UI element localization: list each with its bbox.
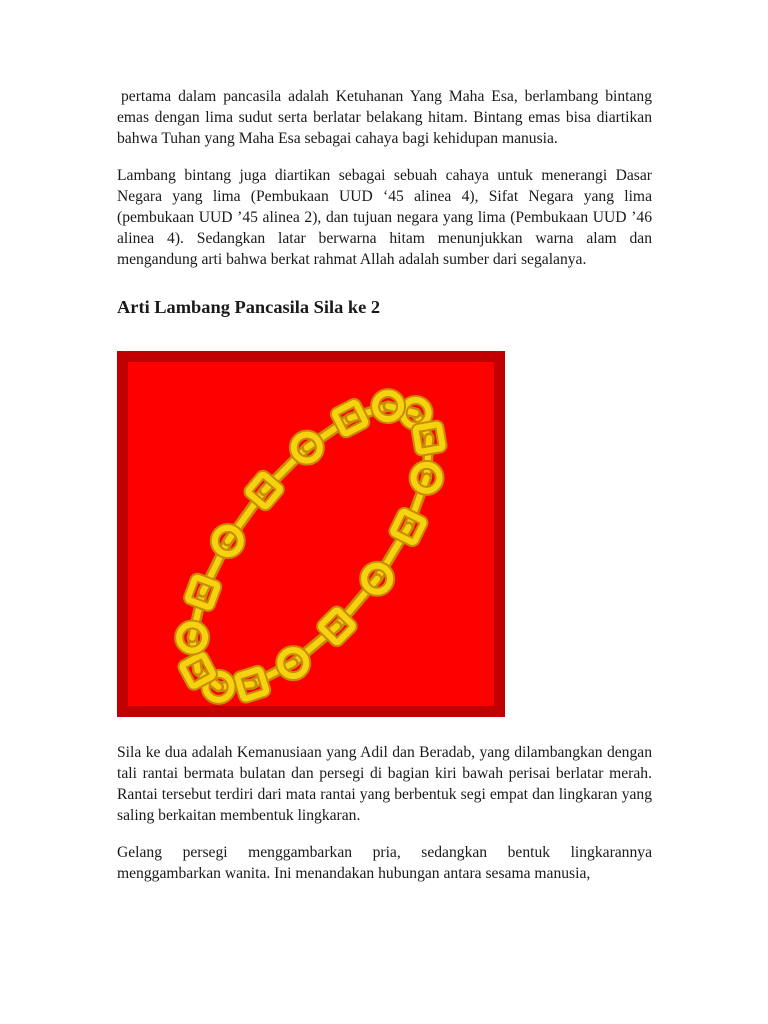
chain-emblem-icon [117,351,505,717]
section-heading: Arti Lambang Pancasila Sila ke 2 [117,297,381,317]
paragraph-sila-2-description: Sila ke dua adalah Kemanusiaan yang Adil dan Beradab, yang dilambangkan dengan tali rantai bermata bulatan dan persegi di bagian kiri bawah perisai berlatar merah. Rantai tersebut terdiri dari mata rantai yang berbentuk segi empat dan lingkaran yang saling berkaitan membentuk lingkaran. [117,744,652,824]
chain-emblem-figure [117,351,505,717]
document-page [117,86,652,884]
chain-connector-inner [427,438,430,478]
paragraph-bintang-meaning: Lambang bintang juga diartikan sebagai sebuah cahaya untuk menerangi Dasar Negara yang lima (Pembukaan UUD ‘45 alinea 4), Sifat Negara yang lima (pembukaan UUD ’45 alinea 2), dan tujuan negara yang lima (Pembukaan UUD ’46 alinea 4). Sedangkan latar berwarna hitam menunjukkan warna alam dan mengandung arti bahwa berkat rahmat Allah adalah sumber dari segalanya. [117,167,652,268]
paragraph-sila-1-intro: pertama dalam pancasila adalah Ketuhanan Yang Maha Esa, berlambang bintang emas dengan lima sudut serta berlatar belakang hitam. Bintang emas bisa diartikan bahwa Tuhan yang Maha Esa sebagai cahaya bagi kehidupan manusia. [117,88,652,147]
paragraph-gelang-meaning: Gelang persegi menggambarkan pria, sedangkan bentuk lingkarannya menggambarkan wanita. Ini menandakan hubungan antara sesama manusia, [117,844,652,882]
